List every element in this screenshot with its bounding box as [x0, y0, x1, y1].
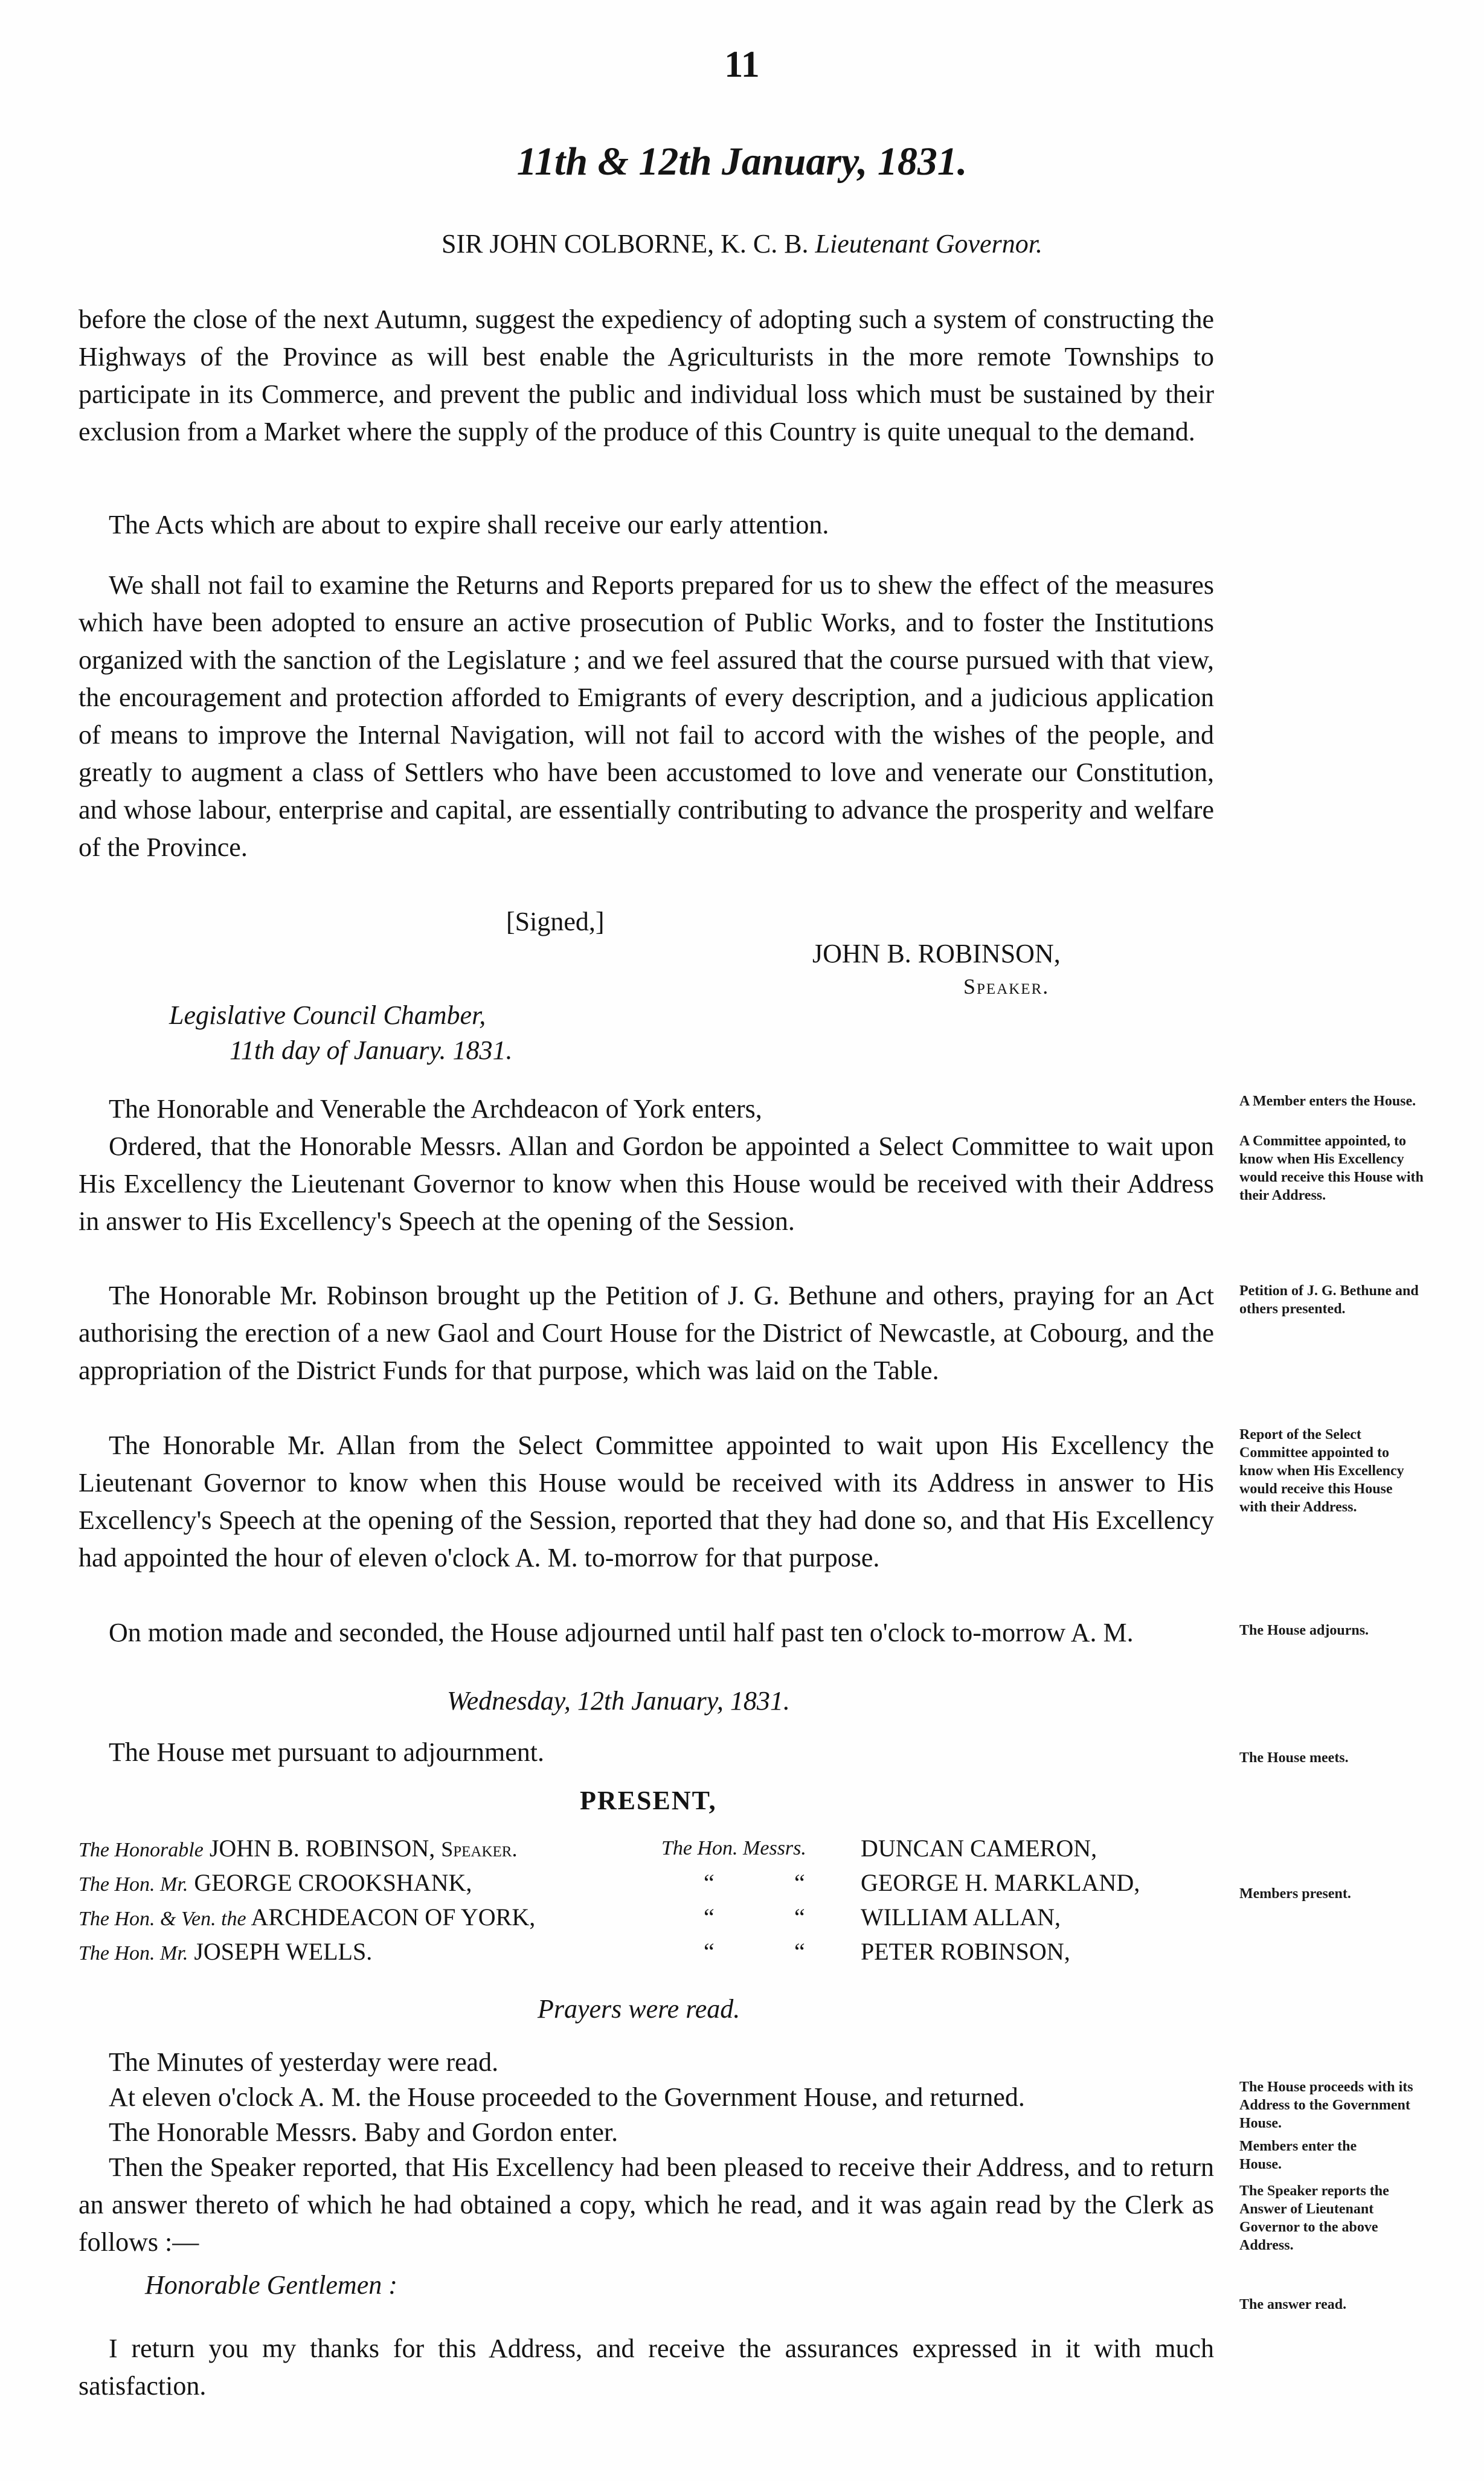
- proceeding-petition: The Honorable Mr. Robinson brought up the Petition of J. G. Bethune and others, praying for an Act authorising the erection of a new Gaol and Court House for the District of Newcastle, at Cobourg, and the appropriation of the District Funds for that purpose, which was laid on the Table.: [79, 1281, 1214, 1385]
- present-heading: PRESENT,: [580, 1786, 717, 1815]
- address-paragraph-2: The Acts which are about to expire shall receive our early attention.: [109, 510, 829, 539]
- salutation: Honorable Gentlemen :: [145, 2270, 397, 2300]
- signed-label: [Signed,]: [506, 907, 605, 936]
- members-right-prefix: The Hon. Messrs.: [661, 1837, 806, 1859]
- margin-note-members-enter: Members enter the House.: [1239, 2138, 1357, 2172]
- proceeding-committee-ordered: Ordered, that the Honorable Messrs. Allan and Gordon be appointed a Select Committee to wait upon His Excellency the Lieutenant Governor to know when this House would be received with their Address in answer to His Excellency's Speech at the opening of the Session.: [79, 1131, 1214, 1236]
- address-paragraph-1: before the close of the next Autumn, suggest the expediency of adopting such a system of constructing the Highways of the Province as will best enable the Agriculturists in the more remote Townships to participate in its Commerce, and prevent the public and individual loss which must be sustained by their exclusion from a Market where the supply of the produce of this Country is quite unequal to the demand.: [79, 304, 1214, 446]
- governor-title: Lieutenant Governor.: [815, 229, 1042, 259]
- chamber-date: 11th day of January. 1831.: [230, 1035, 513, 1065]
- margin-note-speaker-reports: The Speaker reports the Answer of Lieutenant Governor to the above Address.: [1239, 2183, 1389, 2253]
- ditto-mark: “: [704, 1869, 715, 1896]
- signer-name: JOHN B. ROBINSON,: [812, 939, 1061, 968]
- wednesday-date: Wednesday, 12th January, 1831.: [447, 1686, 790, 1716]
- ditto-mark: “: [704, 1938, 715, 1965]
- margin-note-adjourns: The House adjourns.: [1239, 1623, 1369, 1638]
- member-row: WILLIAM ALLAN,: [861, 1903, 1061, 1931]
- member-row: The Honorable JOHN B. ROBINSON, Speaker.: [79, 1835, 518, 1862]
- speaker-report: Then the Speaker reported, that His Excellency had been pleased to receive their Address, and to return an answer thereto of which he had obtained a copy, which he read, and it was again read by the Clerk as follows :—: [79, 2152, 1214, 2257]
- page-date-heading: 11th & 12th January, 1831.: [516, 140, 968, 184]
- member-row: GEORGE H. MARKLAND,: [861, 1869, 1140, 1896]
- member-row: DUNCAN CAMERON,: [861, 1835, 1097, 1862]
- members-enter: The Honorable Messrs. Baby and Gordon enter.: [109, 2117, 618, 2147]
- margin-note-member-enters: A Member enters the House.: [1239, 1093, 1416, 1109]
- proceeding-archdeacon-enters: The Honorable and Venerable the Archdeacon of York enters,: [109, 1094, 762, 1124]
- minutes-read: The Minutes of yesterday were read.: [109, 2047, 499, 2077]
- proceeding-committee-report: The Honorable Mr. Allan from the Select Committee appointed to wait upon His Excellency the Lieutenant Governor to know when this House would be received with its Address in answer to His Excellency's Speech at the opening of the Session, reported that they had done so, and that His Excellency had appointed the hour of eleven o'clock A. M. to-morrow for that purpose.: [79, 1430, 1214, 1572]
- member-row: The Hon. Mr. JOSEPH WELLS.: [79, 1938, 373, 1965]
- margin-note-report: Report of the Select Committee appointed to know when His Excellency would receive this House with their Address.: [1239, 1427, 1404, 1515]
- proceeding-adjournment: On motion made and seconded, the House adjourned until half past ten o'clock to-morrow A. M.: [109, 1618, 1134, 1647]
- margin-note-members-present: Members present.: [1239, 1886, 1351, 1902]
- ditto-mark: “: [704, 1903, 715, 1931]
- address-paragraph-3: We shall not fail to examine the Returns and Reports prepared for us to shew the effect of the measures which have been adopted to ensure an active prosecution of Public Works, and to foster the Institutions organized with the sanction of the Legislature ; and we feel assured that the course pursued with that view, the encouragement and protection afforded to Emigrants of every description, and a judicious application of means to improve the Internal Navigation, will not fail to accord with the wishes of the people, and greatly to augment a class of Settlers who have been accustomed to love and venerate our Constitution, and whose labour, enterprise and capital, are essentially contributing to advance the prosperity and welfare of the Province.: [79, 570, 1214, 862]
- governor-line: [0, 228, 1484, 259]
- margin-note-meets: The House meets.: [1239, 1750, 1349, 1766]
- governor-name: SIR JOHN COLBORNE, K. C. B.: [442, 229, 809, 259]
- member-row: PETER ROBINSON,: [861, 1938, 1070, 1965]
- margin-note-petition: Petition of J. G. Bethune and others presented.: [1239, 1283, 1419, 1317]
- prayers-read: Prayers were read.: [538, 1994, 740, 2024]
- margin-note-committee: A Committee appointed, to know when His Excellency would receive this House with their Address.: [1239, 1133, 1424, 1203]
- house-met: The House met pursuant to adjournment.: [109, 1737, 544, 1767]
- ditto-mark: “: [794, 1869, 805, 1896]
- member-row: The Hon. & Ven. the ARCHDEACON OF YORK,: [79, 1903, 536, 1931]
- margin-note-answer-read: The answer read.: [1239, 2297, 1347, 2312]
- signer-title: Speaker.: [963, 974, 1050, 999]
- ditto-mark: “: [794, 1938, 805, 1965]
- margin-note-proceeds: The House proceeds with its Address to the Government House.: [1239, 2079, 1413, 2131]
- page-number: 11: [724, 44, 760, 85]
- house-proceeded: At eleven o'clock A. M. the House proceeded to the Government House, and returned.: [109, 2082, 1025, 2112]
- answer-text: I return you my thanks for this Address, and receive the assurances expressed in it with much satisfaction.: [79, 2334, 1214, 2401]
- member-row: The Hon. Mr. GEORGE CROOKSHANK,: [79, 1869, 472, 1896]
- chamber-line: Legislative Council Chamber,: [169, 1000, 486, 1030]
- ditto-mark: “: [794, 1903, 805, 1931]
